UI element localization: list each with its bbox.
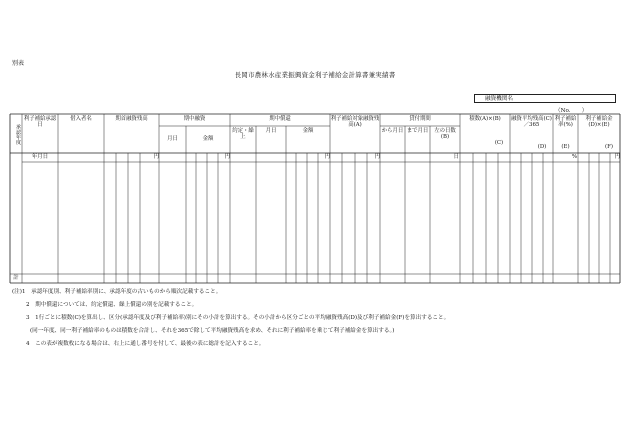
unit-yen-target: 円 <box>374 154 380 160</box>
unit-yen-amount: 円 <box>614 154 620 160</box>
col-mid-repay-amount: 金額 <box>302 128 314 134</box>
col-period-from: から月日 <box>381 128 404 134</box>
col-rate-e: (E) <box>561 144 570 150</box>
col-amount-f: (F) <box>605 144 613 150</box>
col-mid-loan: 期中融資 <box>183 116 206 122</box>
col-product-c: (C) <box>494 140 504 146</box>
note-3-detail: (同一年度、同一利子補給率のものは積数を合計し、それを365で除して平均融資残高を求め、それに利子補給率を乗じて利子補給金を算出する。) <box>30 328 395 334</box>
col-avg-balance-d: (D) <box>537 144 547 150</box>
col-rate: 利子補給率(%) <box>554 116 577 129</box>
appendix-label: 別表 <box>12 60 25 67</box>
col-target-balance: 利子補給対象融資残高(A) <box>330 116 380 129</box>
col-mid-loan-amount: 金額 <box>202 136 214 142</box>
page-number-label: （No. ） <box>555 108 588 114</box>
col-period: 貸付期間 <box>409 116 431 122</box>
col-period-days: 左の日数(B) <box>434 128 456 141</box>
page-title: 長岡市農林水産業振興資金利子補給金計算書兼実績書 <box>234 71 396 79</box>
col-amount: 利子補給金(D)×(E) <box>585 116 613 129</box>
col-avg-balance: 融資平均残高(C)／365 <box>511 116 552 129</box>
unit-yen-repay: 円 <box>324 154 330 160</box>
col-period-to: まで月日 <box>406 128 429 134</box>
col-mid-loan-month: 月日 <box>167 136 178 142</box>
note-3: 3 1行ごとに積数(C)を算出し、区分(承認年度及び利子補給率)別にその小計を算出する。その小計から区分ごとの平均融資残高(D)及び利子補給金(F)を算出すること。 <box>26 315 450 321</box>
col-approval-year: 承認年度 <box>15 123 21 145</box>
unit-yen-prev: 円 <box>153 154 159 160</box>
col-borrower: 借入者名 <box>70 116 92 122</box>
unit-day: 日 <box>453 154 459 160</box>
col-mid-repay-type: 約定・繰上 <box>232 128 254 141</box>
org-name-label: 融資機関名 <box>485 96 513 102</box>
col-mid-repay: 期中償還 <box>269 116 291 122</box>
unit-date: 年月日 <box>31 154 49 160</box>
col-mid-repay-month: 月日 <box>265 128 277 134</box>
col-prev-balance: 期首融資残高 <box>115 116 148 122</box>
note-2: 2 期中償還については、約定償還、繰上償還の別を記載すること。 <box>26 302 198 308</box>
note-1: (注)1 承認年度別、利子補給率別に、承認年度の古いものから順次記載すること。 <box>12 289 222 295</box>
col-approval-date: 利子補給承認日 <box>23 116 57 129</box>
unit-percent: % <box>571 154 577 160</box>
note-4: 4 この表が複数枚になる場合は、右上に通し番号を付して、最後の表に総計を記入すること。 <box>26 341 265 347</box>
unit-yen-loan: 円 <box>224 154 230 160</box>
total-label: 計 <box>13 275 19 281</box>
col-product: 積数(A)×(B) <box>469 116 501 122</box>
